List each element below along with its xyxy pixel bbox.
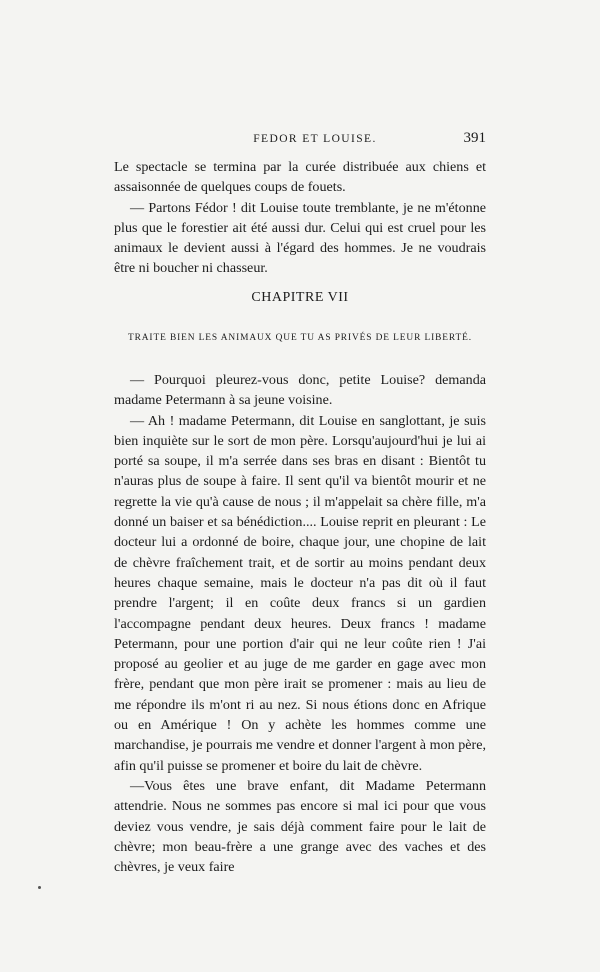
text-block-top <box>114 157 486 279</box>
paragraph: — Ah ! madame Petermann, dit Louise en sanglottant, je suis bien inquiète sur le sort de mon père. Lorsqu'aujourd'hui je lui ai porté sa soupe, il m'a serrée dans ses bras en disant : Bientôt tu n'auras plus de soupe à faire. Il sent qu'il va bientôt mourir et ne regrette la vie qu'à cause de nous ; il m'appelait sa chère fille, m'a donné un baiser et sa bénédiction.... Louise reprit en pleurant : Le docteur lui a ordonné de boire, chaque jour, une chopine de lait de chèvre fraîchement trait, et de sortir au moins pendant deux heures chaque semaine, mais le docteur n'a pas dit où il faut prendre l'argent; il en coûte deux francs si un gardien l'accompagne pendant deux heures. Deux francs ! madame Petermann, pour une portion d'air qui ne leur coûte rien ! J'ai proposé au geolier et au juge de me garder en gage avec mon frère, pendant que mon père irait se promener : mais au lieu de me répondre ils m'ont ri au nez. Si nous étions donc en Afrique ou en Amérique ! On y achète les hommes comme une marchandise, je pourrais me vendre et donner l'argent à mon père, afin qu'il puisse se promener et boire du lait de chèvre. <box>114 412 486 774</box>
page-number: 391 <box>463 130 486 146</box>
page-header <box>114 130 486 151</box>
paragraph: Le spectacle se termina par la curée distribuée aux chiens et assaisonnée de quelques coups de fouets. <box>114 159 486 196</box>
paragraph: —Vous êtes une brave enfant, dit Madame Petermann attendrie. Nous ne sommes pas encore si mal ici pour que vous deviez vous vendre, je sais déjà comment faire pour le lait de chèvre; mon beau-frère a une grange avec des vaches et des chèvres, je veux faire <box>114 777 486 876</box>
text-block-main <box>114 370 486 877</box>
chapter-subtitle: TRAITE BIEN LES ANIMAUX QUE TU AS PRIVÉS DE LEUR LIBERTÉ. <box>127 333 473 343</box>
running-title: FEDOR ET LOUISE. <box>253 133 377 145</box>
paragraph: — Partons Fédor ! dit Louise toute tremblante, je ne m'étonne plus que le forestier ait été aussi dur. Celui qui est cruel pour les animaux le devient aussi à l'égard des hommes. Je ne voudrais être ni boucher ni chasseur. <box>114 199 486 277</box>
chapter-title: CHAPITRE VII <box>251 290 349 305</box>
paper-speck <box>38 886 41 889</box>
paragraph: — Pourquoi pleurez-vous donc, petite Louise? demanda madame Petermann à sa jeune voisine. <box>114 372 486 409</box>
